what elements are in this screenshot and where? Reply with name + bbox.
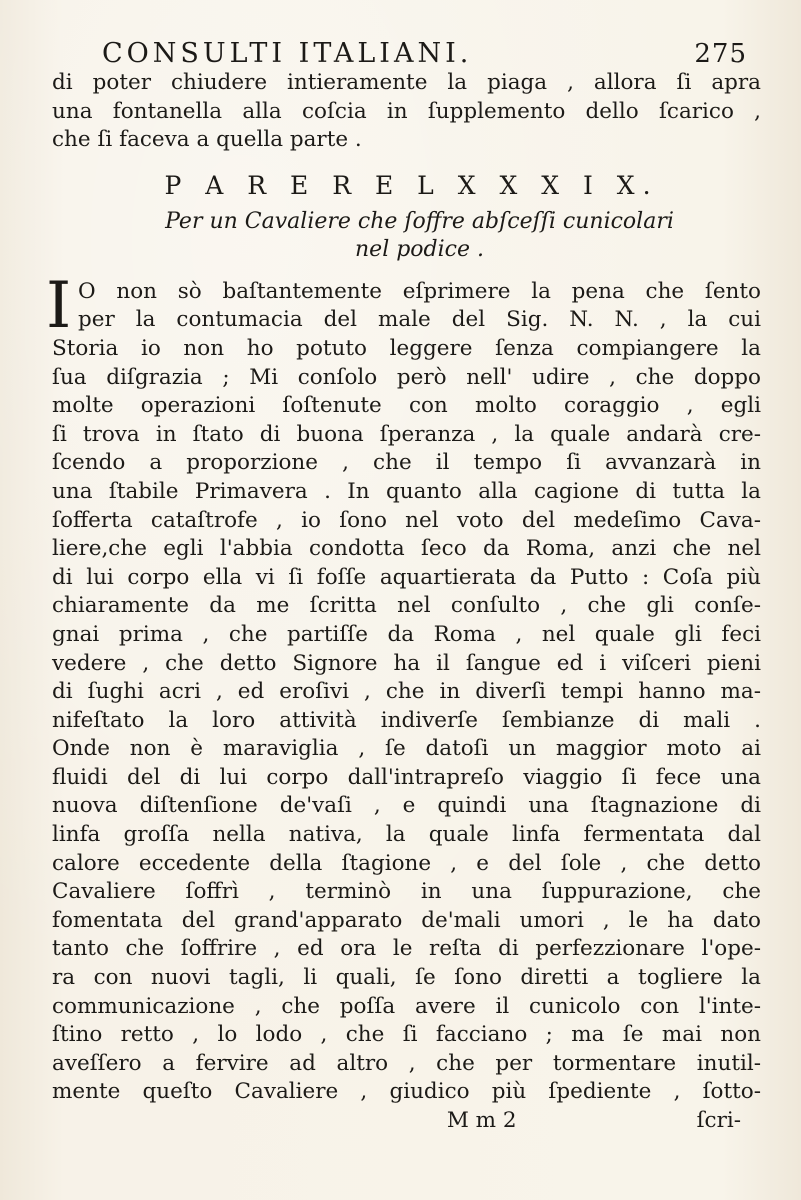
text-line: tanto che ſoffrire , ed ora le reſta di perfezzionare l'ope- bbox=[52, 936, 761, 962]
text-line: una fontanella alla coſcia in ſupplemento dello ſcarico , bbox=[52, 98, 761, 124]
text-line: nuova diſtenſione de'vaſi , e quindi una ſtagnazione di bbox=[52, 793, 761, 819]
intro-paragraph bbox=[52, 69, 761, 155]
text-line: una ſtabile Primavera . In quanto alla cagione di tutta la bbox=[52, 478, 761, 504]
text-line: calore eccedente della ſtagione , e del ſole , che detto bbox=[52, 850, 761, 876]
text-line: ſtino retto , lo lodo , che ſi facciano ; ma ſe mai non bbox=[52, 1022, 761, 1048]
catchword: ſcri- bbox=[696, 1108, 741, 1133]
text-line: molte operazioni ſoſtenute con molto coraggio , egli bbox=[52, 393, 761, 419]
body-paragraph bbox=[46, 268, 761, 1107]
text-line: ſcendo a proporzione , che il tempo ſi avvanzarà in bbox=[52, 450, 761, 476]
text-line: che ſi faceva a quella parte . bbox=[52, 127, 362, 153]
text-line: fomentata del grand'apparato de'mali umori , le ha dato bbox=[52, 907, 761, 933]
text-line: di lui corpo ella vi ſi foſſe aquartierata da Putto : Coſa più bbox=[52, 564, 761, 590]
text-line: aveſſero a fervire ad altro , che per tormentare inutil- bbox=[52, 1050, 761, 1076]
running-title: CONSULTI ITALIANI. bbox=[102, 38, 473, 69]
text-line: ſua diſgrazia ; Mi conſolo però nell' udire , che doppo bbox=[52, 364, 761, 390]
text-line: vedere , che detto Signore ha il ſangue ed i viſceri pieni bbox=[52, 650, 761, 676]
parere-subtitle: Per un Cavaliere che ſoffre abſceſſi cunicolari bbox=[165, 208, 674, 234]
text-line: fluidi del di lui corpo dall'intrapreſo viaggio ſi fece una bbox=[52, 764, 761, 790]
running-head bbox=[52, 38, 761, 69]
text-line: Onde non è maraviglia , ſe datoſi un maggior moto ai bbox=[52, 736, 761, 762]
text-line: ſofferta cataſtrofe , io ſono nel voto del medeſimo Cava- bbox=[52, 507, 761, 533]
page-footer bbox=[52, 1107, 761, 1136]
text-line: gnai prima , che partiſſe da Roma , nel quale gli feci bbox=[52, 621, 761, 647]
text-line: Storia io non ho potuto leggere ſenza compiangere la bbox=[52, 335, 761, 361]
parere-heading: P A R E R E L X X X I X. bbox=[164, 170, 659, 200]
parere-subtitle-continued: nel podice . bbox=[355, 236, 484, 262]
text-line: ſi trova in ſtato di buona ſperanza , la quale andarà cre- bbox=[52, 421, 761, 447]
text-line: linfa groſſa nella nativa, la quale linfa fermentata dal bbox=[52, 822, 761, 848]
signature-mark: M m 2 bbox=[446, 1108, 517, 1133]
text-line-second: per la contumacia del male del Sig. N. N. , la cui bbox=[78, 307, 761, 333]
text-line: mente queſto Cavaliere , giudico più ſpediente , ſotto- bbox=[52, 1079, 761, 1105]
text-line: Cavaliere ſoffrì , terminò in una ſuppurazione, che bbox=[52, 879, 761, 905]
text-line: di poter chiudere intieramente la piaga , allora ſi apra bbox=[52, 70, 761, 95]
drop-cap: I bbox=[46, 268, 72, 343]
text-line: communicazione , che poſſa avere il cunicolo con l'inte- bbox=[52, 993, 761, 1019]
page-number: 275 bbox=[694, 39, 747, 69]
text-line: di ſughi acri , ed eroſivi , che in diverſi tempi hanno ma- bbox=[52, 679, 761, 705]
first-line-text: O non sò baſtantemente eſprimere la pena che ſento bbox=[78, 278, 761, 304]
text-line: nifeſtato la loro attività indiverſe ſembianze di mali . bbox=[52, 707, 761, 733]
text-line: chiaramente da me ſcritta nel conſulto , che gli conſe- bbox=[52, 593, 761, 619]
text-line: ra con nuovi tagli, li quali, ſe ſono diretti a togliere la bbox=[52, 965, 761, 991]
text-line: liere,che egli l'abbia condotta ſeco da Roma, anzi che nel bbox=[52, 536, 761, 562]
